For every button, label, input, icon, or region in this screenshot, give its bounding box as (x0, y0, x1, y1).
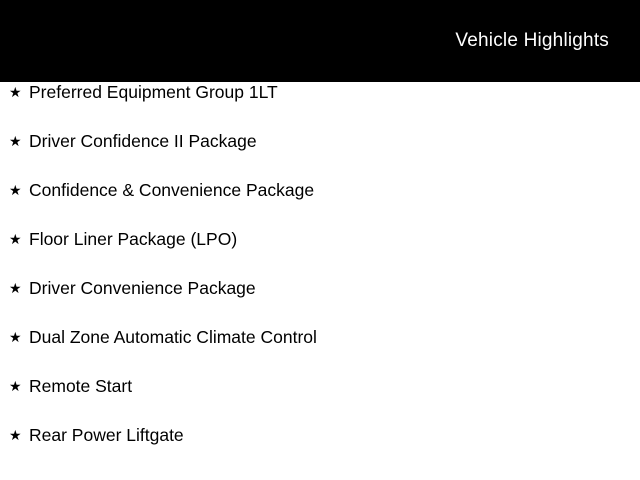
list-item (0, 180, 640, 229)
list-item (0, 376, 640, 425)
list-item (0, 425, 640, 474)
vehicle-highlights-list (0, 82, 640, 474)
star-icon: ★ (9, 84, 22, 100)
star-icon: ★ (9, 280, 22, 296)
highlight-label: Driver Confidence II Package (29, 131, 257, 151)
list-item (0, 131, 640, 180)
highlight-label: Floor Liner Package (LPO) (29, 229, 238, 249)
highlight-label: Dual Zone Automatic Climate Control (29, 327, 317, 347)
highlight-label: Preferred Equipment Group 1LT (29, 82, 278, 102)
star-icon: ★ (9, 329, 22, 345)
list-item (0, 327, 640, 376)
highlight-label: Confidence & Convenience Package (29, 180, 315, 200)
star-icon: ★ (9, 133, 22, 149)
highlight-label: Driver Convenience Package (29, 278, 256, 298)
list-item (0, 82, 640, 131)
page-title: Vehicle Highlights (455, 30, 609, 51)
star-icon: ★ (9, 427, 22, 443)
list-item (0, 278, 640, 327)
list-item (0, 229, 640, 278)
star-icon: ★ (9, 182, 22, 198)
star-icon: ★ (9, 231, 22, 247)
highlight-label: Rear Power Liftgate (29, 425, 184, 445)
header-bar (0, 0, 640, 82)
star-icon: ★ (9, 378, 22, 394)
highlight-label: Remote Start (29, 376, 133, 396)
